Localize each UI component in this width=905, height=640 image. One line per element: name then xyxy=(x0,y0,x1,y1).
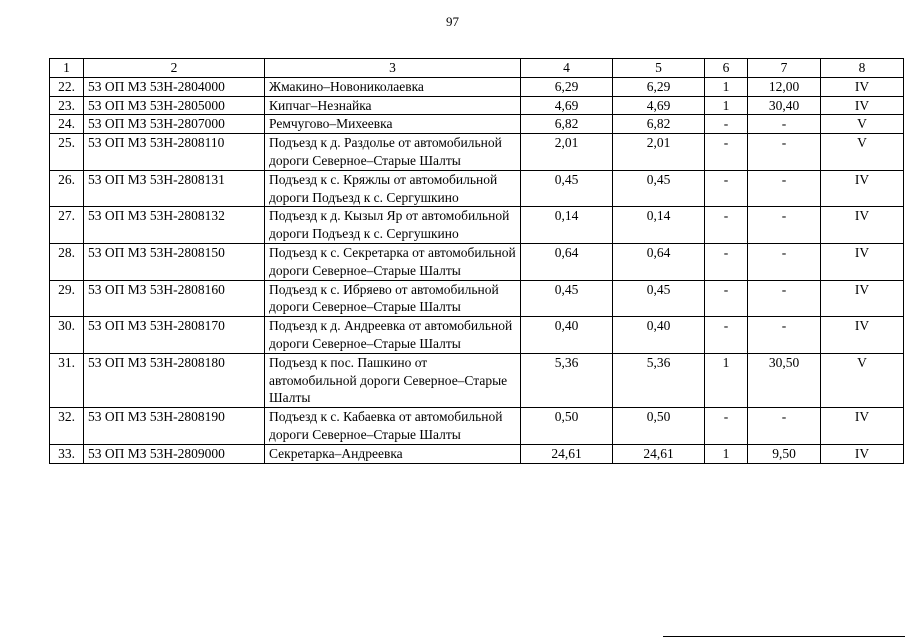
road-name-cell: Подъезд к д. Андреевка от автомобильной дороги Северное–Старые Шалты xyxy=(265,317,521,354)
roads-table xyxy=(49,58,904,464)
length-local-cell: 6,29 xyxy=(613,77,705,96)
header-cell: 1 xyxy=(50,59,84,78)
bridge-count-cell: 1 xyxy=(705,77,748,96)
length-local-cell: 0,64 xyxy=(613,243,705,280)
length-total-cell: 6,29 xyxy=(521,77,613,96)
length-total-cell: 4,69 xyxy=(521,96,613,115)
row-number-cell: 30. xyxy=(50,317,84,354)
road-code-cell: 53 ОП МЗ 53Н-2808190 xyxy=(84,408,265,445)
length-local-cell: 6,82 xyxy=(613,115,705,134)
row-number-cell: 31. xyxy=(50,353,84,407)
header-cell: 2 xyxy=(84,59,265,78)
bridge-length-cell: 30,40 xyxy=(748,96,821,115)
road-category-cell: IV xyxy=(821,444,904,463)
table-row xyxy=(50,317,904,354)
length-local-cell: 4,69 xyxy=(613,96,705,115)
page-number: 97 xyxy=(446,14,459,29)
row-number-cell: 28. xyxy=(50,243,84,280)
road-name-cell: Подъезд к с. Секретарка от автомобильной дороги Северное–Старые Шалты xyxy=(265,243,521,280)
road-code-cell: 53 ОП МЗ 53Н-2808150 xyxy=(84,243,265,280)
row-number-cell: 33. xyxy=(50,444,84,463)
road-name-cell: Жмакино–Новониколаевка xyxy=(265,77,521,96)
road-name-cell: Подъезд к д. Кызыл Яр от автомобильной дороги Подъезд к с. Сергушкино xyxy=(265,207,521,244)
length-total-cell: 5,36 xyxy=(521,353,613,407)
length-local-cell: 0,50 xyxy=(613,408,705,445)
bridge-length-cell: - xyxy=(748,317,821,354)
table-row xyxy=(50,353,904,407)
road-category-cell: IV xyxy=(821,96,904,115)
road-category-cell: V xyxy=(821,353,904,407)
bridge-length-cell: - xyxy=(748,115,821,134)
bridge-count-cell: 1 xyxy=(705,353,748,407)
bridge-length-cell: - xyxy=(748,134,821,171)
road-code-cell: 53 ОП МЗ 53Н-2809000 xyxy=(84,444,265,463)
road-code-cell: 53 ОП МЗ 53Н-2808180 xyxy=(84,353,265,407)
road-code-cell: 53 ОП МЗ 53Н-2808170 xyxy=(84,317,265,354)
table-row xyxy=(50,134,904,171)
road-category-cell: IV xyxy=(821,170,904,207)
table-row xyxy=(50,243,904,280)
table-row xyxy=(50,77,904,96)
header-cell: 6 xyxy=(705,59,748,78)
road-code-cell: 53 ОП МЗ 53Н-2808132 xyxy=(84,207,265,244)
bridge-count-cell: - xyxy=(705,317,748,354)
bridge-count-cell: 1 xyxy=(705,444,748,463)
road-category-cell: IV xyxy=(821,280,904,317)
bridge-length-cell: 9,50 xyxy=(748,444,821,463)
bridge-length-cell: - xyxy=(748,408,821,445)
row-number-cell: 24. xyxy=(50,115,84,134)
length-total-cell: 0,45 xyxy=(521,280,613,317)
header-cell: 4 xyxy=(521,59,613,78)
road-name-cell: Секретарка–Андреевка xyxy=(265,444,521,463)
road-category-cell: IV xyxy=(821,408,904,445)
bridge-count-cell: - xyxy=(705,134,748,171)
table-row xyxy=(50,115,904,134)
table-row xyxy=(50,96,904,115)
length-local-cell: 0,14 xyxy=(613,207,705,244)
road-code-cell: 53 ОП МЗ 53Н-2808160 xyxy=(84,280,265,317)
length-local-cell: 5,36 xyxy=(613,353,705,407)
header-cell: 8 xyxy=(821,59,904,78)
bridge-count-cell: - xyxy=(705,280,748,317)
row-number-cell: 25. xyxy=(50,134,84,171)
length-local-cell: 2,01 xyxy=(613,134,705,171)
bridge-count-cell: 1 xyxy=(705,96,748,115)
road-category-cell: IV xyxy=(821,207,904,244)
length-total-cell: 0,14 xyxy=(521,207,613,244)
road-code-cell: 53 ОП МЗ 53Н-2808131 xyxy=(84,170,265,207)
bridge-length-cell: - xyxy=(748,207,821,244)
road-category-cell: V xyxy=(821,134,904,171)
bridge-length-cell: - xyxy=(748,243,821,280)
header-row xyxy=(50,59,904,78)
bridge-count-cell: - xyxy=(705,408,748,445)
length-local-cell: 0,40 xyxy=(613,317,705,354)
road-name-cell: Подъезд к с. Кряжлы от автомобильной дороги Подъезд к с. Сергушкино xyxy=(265,170,521,207)
length-total-cell: 2,01 xyxy=(521,134,613,171)
length-local-cell: 0,45 xyxy=(613,280,705,317)
road-name-cell: Подъезд к д. Раздолье от автомобильной дороги Северное–Старые Шалты xyxy=(265,134,521,171)
road-name-cell: Подъезд к с. Ибряево от автомобильной дороги Северное–Старые Шалты xyxy=(265,280,521,317)
table-row xyxy=(50,207,904,244)
table-row xyxy=(50,408,904,445)
road-category-cell: IV xyxy=(821,77,904,96)
road-code-cell: 53 ОП МЗ 53Н-2808110 xyxy=(84,134,265,171)
road-name-cell: Подъезд к с. Кабаевка от автомобильной дороги Северное–Старые Шалты xyxy=(265,408,521,445)
table-row xyxy=(50,444,904,463)
header-cell: 7 xyxy=(748,59,821,78)
length-total-cell: 0,50 xyxy=(521,408,613,445)
road-category-cell: IV xyxy=(821,243,904,280)
bridge-length-cell: - xyxy=(748,170,821,207)
table-row xyxy=(50,280,904,317)
road-name-cell: Кипчаг–Незнайка xyxy=(265,96,521,115)
row-number-cell: 26. xyxy=(50,170,84,207)
footer-rule xyxy=(663,636,905,637)
table-row xyxy=(50,170,904,207)
bridge-count-cell: - xyxy=(705,115,748,134)
row-number-cell: 27. xyxy=(50,207,84,244)
road-code-cell: 53 ОП МЗ 53Н-2807000 xyxy=(84,115,265,134)
length-local-cell: 24,61 xyxy=(613,444,705,463)
header-cell: 3 xyxy=(265,59,521,78)
row-number-cell: 22. xyxy=(50,77,84,96)
bridge-count-cell: - xyxy=(705,207,748,244)
bridge-length-cell: 12,00 xyxy=(748,77,821,96)
row-number-cell: 29. xyxy=(50,280,84,317)
road-name-cell: Ремчугово–Михеевка xyxy=(265,115,521,134)
road-category-cell: V xyxy=(821,115,904,134)
header-cell: 5 xyxy=(613,59,705,78)
bridge-count-cell: - xyxy=(705,243,748,280)
length-total-cell: 0,45 xyxy=(521,170,613,207)
length-total-cell: 0,64 xyxy=(521,243,613,280)
length-total-cell: 6,82 xyxy=(521,115,613,134)
road-name-cell: Подъезд к пос. Пашкино от автомобильной дороги Северное–Старые Шалты xyxy=(265,353,521,407)
length-total-cell: 24,61 xyxy=(521,444,613,463)
bridge-count-cell: - xyxy=(705,170,748,207)
bridge-length-cell: 30,50 xyxy=(748,353,821,407)
road-code-cell: 53 ОП МЗ 53Н-2804000 xyxy=(84,77,265,96)
row-number-cell: 32. xyxy=(50,408,84,445)
length-total-cell: 0,40 xyxy=(521,317,613,354)
road-code-cell: 53 ОП МЗ 53Н-2805000 xyxy=(84,96,265,115)
bridge-length-cell: - xyxy=(748,280,821,317)
row-number-cell: 23. xyxy=(50,96,84,115)
length-local-cell: 0,45 xyxy=(613,170,705,207)
road-category-cell: IV xyxy=(821,317,904,354)
